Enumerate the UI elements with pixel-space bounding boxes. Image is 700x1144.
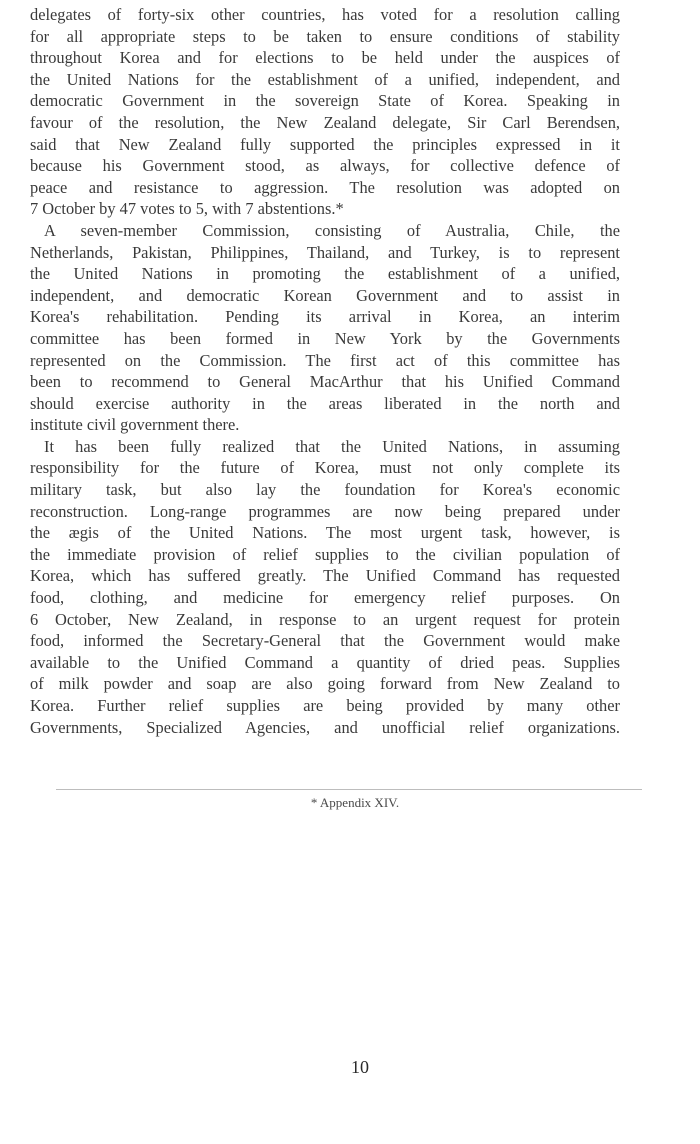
text-line: represented on the Commission. The first act of this committee has: [30, 350, 620, 370]
page-number: 10: [351, 1057, 369, 1077]
text-line: the ægis of the United Nations. The most urgent task, however, is: [30, 523, 620, 543]
text-line: of milk powder and soap are also going forward from New Zealand to: [30, 674, 620, 694]
text-line: independent, and democratic Korean Government and to assist in: [30, 285, 620, 305]
text-line: the United Nations for the establishment of a unified, independent, and: [30, 69, 620, 89]
footnote: * Appendix XIV.: [310, 795, 400, 810]
text-line: It has been fully realized that the United Nations, in assuming: [44, 436, 620, 456]
text-line: reconstruction. Long-range programmes are now being prepared under: [30, 501, 620, 521]
text-line: been to recommend to General MacArthur that his Unified Command: [30, 372, 620, 392]
paragraph-3: [30, 436, 620, 738]
paragraph-1: [30, 4, 620, 220]
text-line: 7 October by 47 votes to 5, with 7 abstentions.*: [30, 199, 344, 219]
text-line: because his Government stood, as always, for collective defence of: [30, 156, 620, 176]
text-line: 6 October, New Zealand, in response to an urgent request for protein: [30, 609, 620, 629]
text-line: Netherlands, Pakistan, Philippines, Thailand, and Turkey, is to represent: [30, 242, 620, 262]
body-text: [30, 4, 620, 738]
footnote-rule: [56, 789, 642, 790]
text-line: food, informed the Secretary-General that the Government would make: [30, 631, 620, 651]
text-line: responsibility for the future of Korea, must not only complete its: [30, 458, 620, 478]
text-line: the United Nations in promoting the establishment of a unified,: [30, 264, 620, 284]
text-line: available to the Unified Command a quantity of dried peas. Supplies: [30, 652, 620, 672]
text-line: A seven-member Commission, consisting of Australia, Chile, the: [44, 220, 620, 240]
document-page: [30, 0, 620, 1144]
text-line: Governments, Specialized Agencies, and unofficial relief organizations.: [30, 717, 620, 737]
text-line: should exercise authority in the areas liberated in the north and: [30, 393, 620, 413]
text-line: military task, but also lay the foundation for Korea's economic: [30, 480, 620, 500]
text-line: the immediate provision of relief supplies to the civilian population of: [30, 544, 620, 564]
text-line: Korea's rehabilitation. Pending its arrival in Korea, an interim: [30, 307, 620, 327]
text-line: throughout Korea and for elections to be held under the auspices of: [30, 48, 620, 68]
text-line: committee has been formed in New York by the Governments: [30, 328, 620, 348]
text-line: food, clothing, and medicine for emergency relief purposes. On: [30, 588, 620, 608]
text-line: Korea, which has suffered greatly. The Unified Command has requested: [30, 566, 620, 586]
text-line: said that New Zealand fully supported the principles expressed in it: [30, 134, 620, 154]
paragraph-2: [30, 220, 620, 436]
text-line: democratic Government in the sovereign State of Korea. Speaking in: [30, 91, 620, 111]
text-line: institute civil government there.: [30, 415, 240, 435]
text-line: peace and resistance to aggression. The resolution was adopted on: [30, 177, 620, 197]
text-line: favour of the resolution, the New Zealand delegate, Sir Carl Berendsen,: [30, 112, 620, 132]
text-line: delegates of forty-six other countries, has voted for a resolution calling: [30, 5, 620, 24]
text-line: for all appropriate steps to be taken to ensure conditions of stability: [30, 26, 620, 46]
text-line: Korea. Further relief supplies are being provided by many other: [30, 696, 620, 715]
